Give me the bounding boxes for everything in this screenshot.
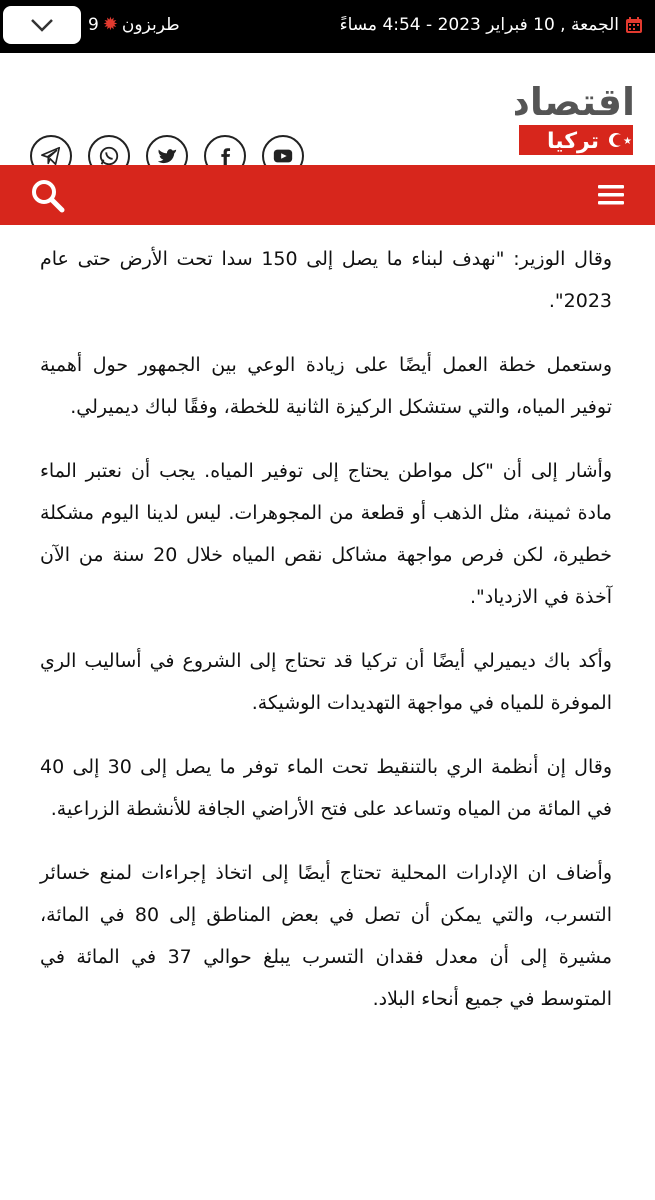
article-paragraph: وأكد باك ديميرلي أيضًا أن تركيا قد تحتاج إلى الشروع في أساليب الري الموفرة للمياه في مواجهة التهديدات الوشيكة. bbox=[40, 650, 612, 714]
date-display bbox=[340, 15, 643, 35]
city-name: طربزون bbox=[121, 15, 180, 35]
article-paragraph: وأضاف ان الإدارات المحلية تحتاج أيضًا إلى اتخاذ إجراءات لمنع خسائر التسرب، والتي يمكن أن تصل في بعض المناطق إلى 80 في المائة، مشيرة إلى أن معدل فقدان التسرب يبلغ حوالي 37 في المائة في المتوسط في جميع أنحاء البلاد. bbox=[40, 862, 613, 1010]
collapse-toggle-button[interactable] bbox=[3, 6, 81, 44]
article-body bbox=[40, 238, 612, 1042]
article-paragraph: وستعمل خطة العمل أيضًا على زيادة الوعي بين الجمهور حول أهمية توفير المياه، والتي ستشكل الركيزة الثانية للخطة، وفقًا لباك ديميرلي. bbox=[40, 354, 612, 418]
temperature: 9 bbox=[88, 15, 99, 35]
svg-text:★: ★ bbox=[623, 136, 632, 147]
svg-text:اقتصاد: اقتصاد bbox=[515, 80, 635, 124]
site-header bbox=[0, 53, 655, 165]
svg-text:تركيا: تركيا bbox=[547, 129, 599, 154]
sun-icon: ✹ bbox=[102, 14, 118, 35]
hamburger-menu-icon[interactable] bbox=[597, 181, 625, 209]
chevron-down-icon bbox=[29, 17, 55, 33]
weather-widget bbox=[88, 15, 180, 35]
search-icon[interactable] bbox=[30, 178, 66, 214]
date-text: الجمعة , 10 فبراير 2023 - 4:54 مساءً bbox=[339, 15, 619, 35]
article-paragraph: وقال إن أنظمة الري بالتنقيط تحت الماء توفر ما يصل إلى 30 إلى 40 في المائة من المياه وتساعد على فتح الأراضي الجافة للأنشطة الزراعية. bbox=[40, 756, 612, 820]
top-bar bbox=[0, 0, 655, 53]
article-paragraph: وقال الوزير: "نهدف لبناء ما يصل إلى 150 سدا تحت الأرض حتى عام 2023". bbox=[40, 248, 612, 312]
site-logo[interactable] bbox=[515, 75, 637, 157]
calendar-icon bbox=[625, 16, 643, 34]
main-navbar bbox=[0, 165, 655, 225]
article-paragraph: وأشار إلى أن "كل مواطن يحتاج إلى توفير المياه. يجب أن نعتبر الماء مادة ثمينة، مثل الذهب أو قطعة من المجوهرات. ليس لدينا اليوم مشكلة خطيرة، لكن فرص مواجهة مشاكل نقص المياه خلال 20 سنة من الآن آخذة في الازدياد". bbox=[40, 460, 612, 608]
